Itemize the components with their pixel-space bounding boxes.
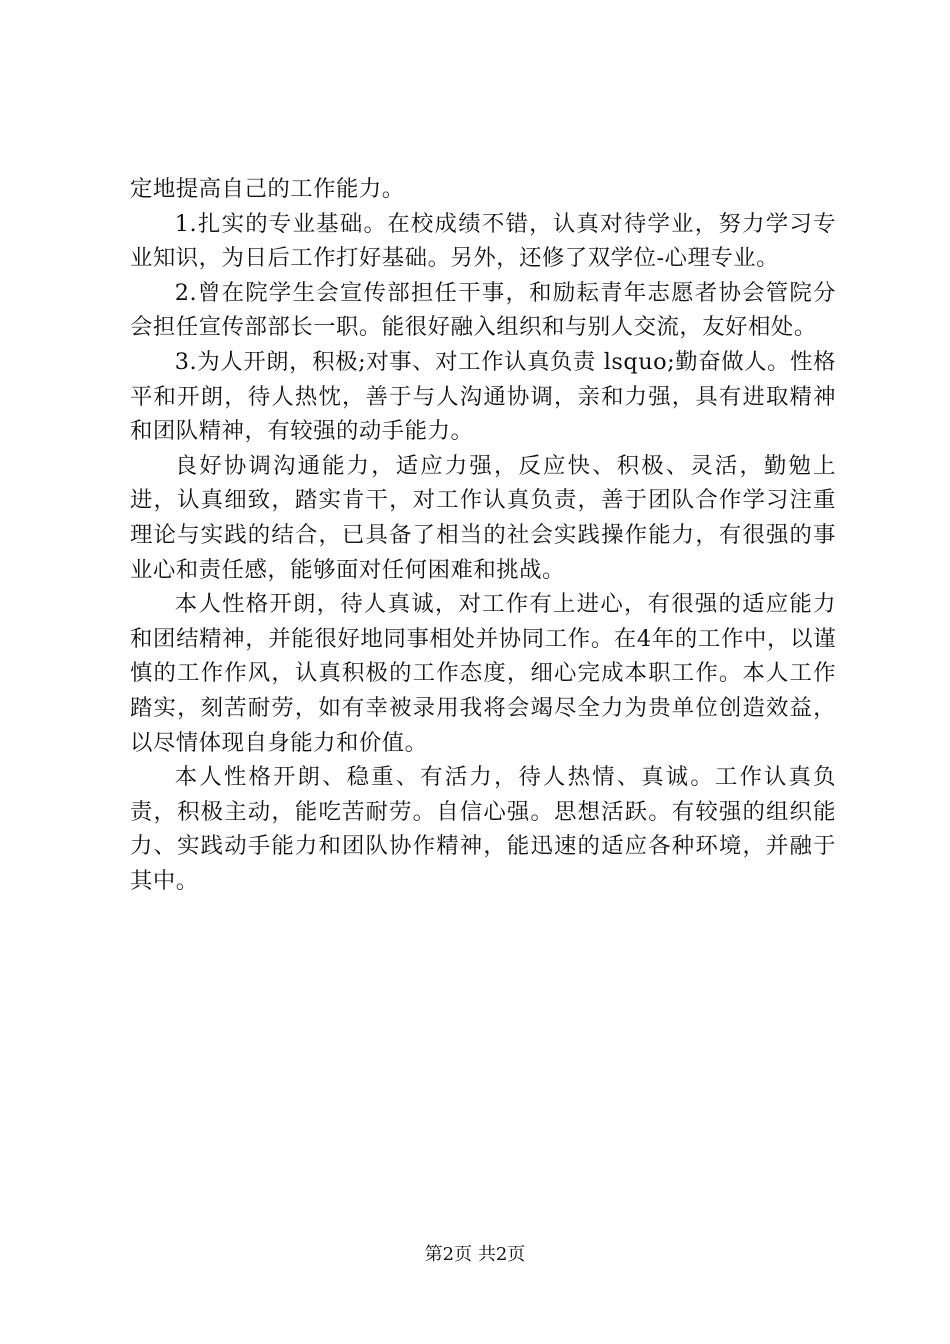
paragraph-personality-2: 本人性格开朗、稳重、有活力，待人热情、真诚。工作认真负责，积极主动，能吃苦耐劳。自信心强。思想活跃。有较强的组织能力、实践动手能力和团队协作精神，能迅速的适应各种环境，并融于其中。 [130, 764, 836, 894]
paragraph-item-1: 1.扎实的专业基础。在校成绩不错，认真对待学业，努力学习专业知识，为日后工作打好基础。另外，还修了双学位-心理专业。 [130, 210, 836, 272]
paragraph-item-2: 2.曾在院学生会宣传部担任干事，和励耘青年志愿者协会管院分会担任宣传部部长一职。能很好融入组织和与别人交流，友好相处。 [130, 279, 836, 341]
document-body [130, 172, 836, 898]
paragraph-continuation: 定地提高自己的工作能力。 [130, 176, 405, 202]
paragraph-personality-1: 本人性格开朗，待人真诚，对工作有上进心，有很强的适应能力和团结精神，并能很好地同事相处并协同工作。在4年的工作中，以谨慎的工作作风，认真积极的工作态度，细心完成本职工作。本人工作踏实，刻苦耐劳，如有幸被录用我将会竭尽全力为贵单位创造效益，以尽情体现自身能力和价值。 [130, 591, 836, 756]
paragraph-skills: 良好协调沟通能力，适应力强，反应快、积极、灵活，勤勉上进，认真细致，踏实肯干，对工作认真负责，善于团队合作学习注重理论与实践的结合，已具备了相当的社会实践操作能力，有很强的事业心和责任感，能够面对任何困难和挑战。 [130, 452, 836, 583]
page-number-footer: 第2页 共2页 [424, 1244, 526, 1265]
paragraph-item-3: 3.为人开朗，积极;对事、对工作认真负责 lsquo;勤奋做人。性格平和开朗，待人热忱，善于与人沟通协调，亲和力强，具有进取精神和团队精神，有较强的动手能力。 [130, 348, 836, 445]
